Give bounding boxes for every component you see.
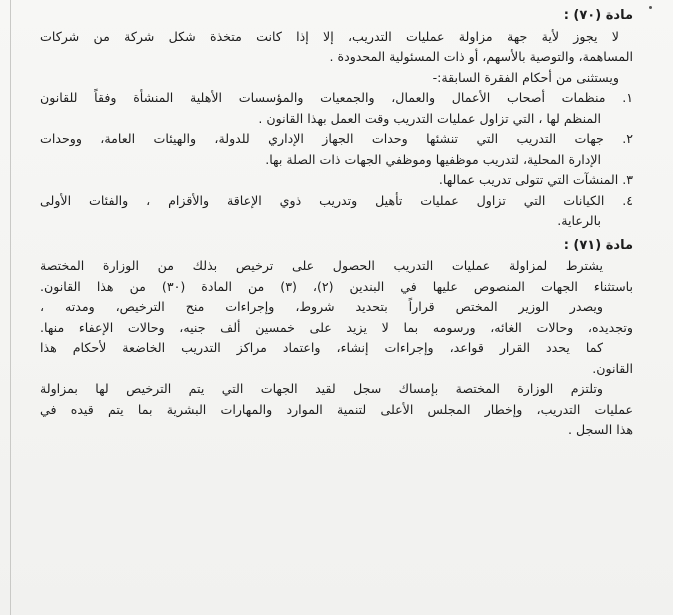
article-70-line: المساهمة، والتوصية بالأسهم، أو ذات المسئولية المحدودة . <box>329 49 633 64</box>
article-71-line: وتجديده، وحالات الغائه، ورسومه بما لا يزيد على خمسين ألف جنيه، وحالات الإعفاء منها. <box>40 319 633 335</box>
page-margin-line <box>10 0 11 615</box>
article-70-item-1-cont: المنظم لها ، التي تزاول عمليات التدريب وقت العمل بهذا القانون . <box>258 110 601 126</box>
article-70-item-2: ٢. جهات التدريب التي تنشئها وحدات الجهاز الإداري للدولة، والهيئات العامة، ووحدات <box>40 131 633 146</box>
article-71-line: وتلتزم الوزارة المختصة بإمساك سجل لقيد الجهات التي يتم الترخيص لها بمزاولة <box>40 381 603 396</box>
article-70-line: لا يجوز لأية جهة مزاولة عمليات التدريب، إلا إذا كانت متخذة شكل شركة من شركات <box>40 28 619 44</box>
article-70-item-4: ٤. الكيانات التي تزاول عمليات تأهيل وتدريب ذوي الإعاقة والأقزام ، والفئات الأولى <box>40 192 633 208</box>
article-70-item-4-cont: بالرعاية. <box>557 213 601 228</box>
article-70-item-1: ١. منظمات أصحاب الأعمال والعمال، والجمعيات والمؤسسات الأهلية المنشأة وفقاً للقانون <box>40 90 633 105</box>
article-71-line: هذا السجل . <box>568 422 633 437</box>
article-71-line: ويصدر الوزير المختص قراراً بتحديد شروط، وإجراءات منح الترخيص، ومدته ، <box>40 299 603 314</box>
document-body <box>40 6 633 441</box>
article-71-line: يشترط لمزاولة عمليات التدريب الحصول على ترخيص بذلك من الوزارة المختصة <box>40 258 603 273</box>
page-speck <box>649 6 652 9</box>
article-71-line: عمليات التدريب، وإخطار المجلس الأعلى لتنمية الموارد والمهارات البشرية بما يتم قيده في <box>40 401 633 417</box>
article-70-item-2-cont: الإدارة المحلية، لتدريب موظفيها وموظفي الجهات ذات الصلة بها. <box>265 151 601 167</box>
article-71-heading: مادة (٧١) : <box>563 237 633 253</box>
article-71-line: كما يحدد القرار قواعد، وإجراءات إنشاء، واعتماد مراكز التدريب الخاضعة لأحكام هذا <box>40 340 603 355</box>
article-71-line: باستثناء الجهات المنصوص عليها في البندين (٢)، (٣) من المادة (٣٠) من هذا القانون. <box>40 278 633 294</box>
article-71-line: القانون. <box>592 360 633 376</box>
article-70-item-3: ٣. المنشآت التي تتولى تدريب عمالها. <box>438 172 633 187</box>
article-70-line: ويستثنى من أحكام الفقرة السابقة:- <box>432 69 619 85</box>
article-70-heading: مادة (٧٠) : <box>563 8 633 23</box>
